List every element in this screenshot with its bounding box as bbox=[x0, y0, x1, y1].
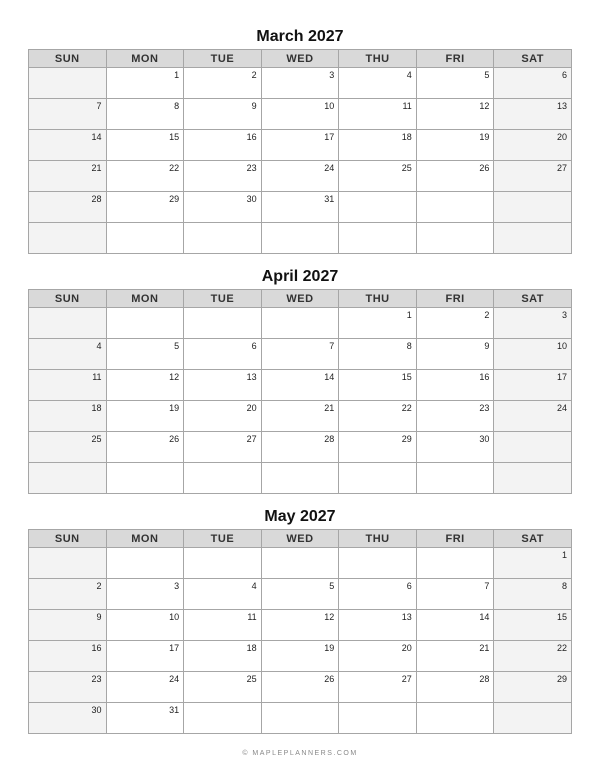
day-cell: 9 bbox=[416, 339, 494, 370]
day-cell bbox=[29, 223, 107, 254]
weekday-header: SUN bbox=[29, 530, 107, 548]
day-cell: 11 bbox=[29, 370, 107, 401]
day-cell: 6 bbox=[494, 68, 572, 99]
day-cell: 8 bbox=[494, 579, 572, 610]
day-cell: 30 bbox=[416, 432, 494, 463]
day-cell: 18 bbox=[339, 130, 417, 161]
week-row bbox=[29, 641, 572, 672]
day-cell: 25 bbox=[184, 672, 262, 703]
weekday-header: MON bbox=[106, 290, 184, 308]
weekday-header: SUN bbox=[29, 290, 107, 308]
day-cell: 24 bbox=[494, 401, 572, 432]
day-cell: 10 bbox=[261, 99, 339, 130]
day-cell: 1 bbox=[339, 308, 417, 339]
day-cell: 23 bbox=[416, 401, 494, 432]
day-cell bbox=[416, 548, 494, 579]
day-cell bbox=[184, 463, 262, 494]
day-cell: 12 bbox=[106, 370, 184, 401]
week-row bbox=[29, 192, 572, 223]
month-title: April 2027 bbox=[261, 268, 339, 285]
day-cell bbox=[29, 548, 107, 579]
day-cell bbox=[494, 703, 572, 734]
weekday-header: TUE bbox=[184, 50, 262, 68]
day-cell: 18 bbox=[184, 641, 262, 672]
day-cell: 25 bbox=[339, 161, 417, 192]
day-cell: 29 bbox=[106, 192, 184, 223]
weekday-header-row bbox=[29, 50, 572, 68]
day-cell: 23 bbox=[184, 161, 262, 192]
day-cell: 16 bbox=[416, 370, 494, 401]
day-cell: 4 bbox=[29, 339, 107, 370]
day-cell: 1 bbox=[494, 548, 572, 579]
day-cell bbox=[494, 223, 572, 254]
day-cell: 30 bbox=[184, 192, 262, 223]
day-cell: 18 bbox=[29, 401, 107, 432]
day-cell: 4 bbox=[184, 579, 262, 610]
day-cell bbox=[416, 703, 494, 734]
week-row bbox=[29, 308, 572, 339]
day-cell bbox=[339, 548, 417, 579]
day-cell: 2 bbox=[184, 68, 262, 99]
weekday-header: THU bbox=[339, 290, 417, 308]
day-cell: 31 bbox=[106, 703, 184, 734]
day-cell: 24 bbox=[261, 161, 339, 192]
week-row bbox=[29, 370, 572, 401]
day-cell bbox=[494, 192, 572, 223]
day-cell bbox=[106, 548, 184, 579]
weekday-header: TUE bbox=[184, 530, 262, 548]
day-cell bbox=[106, 308, 184, 339]
day-cell bbox=[261, 703, 339, 734]
day-cell: 2 bbox=[416, 308, 494, 339]
day-cell: 29 bbox=[494, 672, 572, 703]
day-cell: 26 bbox=[416, 161, 494, 192]
week-row bbox=[29, 223, 572, 254]
day-cell: 13 bbox=[184, 370, 262, 401]
day-cell: 13 bbox=[339, 610, 417, 641]
day-cell: 1 bbox=[106, 68, 184, 99]
day-cell: 10 bbox=[494, 339, 572, 370]
day-cell: 27 bbox=[184, 432, 262, 463]
day-cell: 3 bbox=[106, 579, 184, 610]
weekday-header: SAT bbox=[494, 290, 572, 308]
weekday-header: WED bbox=[261, 50, 339, 68]
day-cell bbox=[106, 223, 184, 254]
weekday-header: THU bbox=[339, 50, 417, 68]
day-cell bbox=[339, 192, 417, 223]
day-cell: 9 bbox=[184, 99, 262, 130]
day-cell: 2 bbox=[29, 579, 107, 610]
day-cell: 15 bbox=[494, 610, 572, 641]
calendar-grid bbox=[28, 289, 572, 494]
day-cell: 24 bbox=[106, 672, 184, 703]
day-cell: 19 bbox=[106, 401, 184, 432]
day-cell: 28 bbox=[261, 432, 339, 463]
day-cell: 28 bbox=[29, 192, 107, 223]
day-cell: 23 bbox=[29, 672, 107, 703]
month-calendar-april bbox=[28, 265, 572, 494]
day-cell: 16 bbox=[184, 130, 262, 161]
day-cell: 6 bbox=[184, 339, 262, 370]
week-row bbox=[29, 99, 572, 130]
day-cell bbox=[184, 703, 262, 734]
week-row bbox=[29, 579, 572, 610]
day-cell: 28 bbox=[416, 672, 494, 703]
week-row bbox=[29, 703, 572, 734]
day-cell: 19 bbox=[416, 130, 494, 161]
day-cell: 15 bbox=[106, 130, 184, 161]
day-cell: 14 bbox=[29, 130, 107, 161]
day-cell bbox=[339, 703, 417, 734]
day-cell bbox=[494, 432, 572, 463]
day-cell bbox=[184, 548, 262, 579]
day-cell: 16 bbox=[29, 641, 107, 672]
day-cell bbox=[184, 308, 262, 339]
day-cell: 14 bbox=[261, 370, 339, 401]
day-cell: 9 bbox=[29, 610, 107, 641]
day-cell bbox=[106, 463, 184, 494]
day-cell bbox=[29, 68, 107, 99]
weekday-header: MON bbox=[106, 50, 184, 68]
day-cell: 5 bbox=[106, 339, 184, 370]
day-cell: 3 bbox=[494, 308, 572, 339]
day-cell: 11 bbox=[339, 99, 417, 130]
day-cell bbox=[339, 223, 417, 254]
week-row bbox=[29, 401, 572, 432]
day-cell: 7 bbox=[416, 579, 494, 610]
weekday-header: THU bbox=[339, 530, 417, 548]
day-cell: 25 bbox=[29, 432, 107, 463]
month-title: May 2027 bbox=[264, 508, 336, 525]
day-cell: 20 bbox=[494, 130, 572, 161]
calendar-grid bbox=[28, 529, 572, 734]
weekday-header: MON bbox=[106, 530, 184, 548]
day-cell bbox=[184, 223, 262, 254]
day-cell: 4 bbox=[339, 68, 417, 99]
day-cell: 5 bbox=[416, 68, 494, 99]
day-cell: 5 bbox=[261, 579, 339, 610]
weekday-header: SAT bbox=[494, 50, 572, 68]
day-cell: 8 bbox=[339, 339, 417, 370]
day-cell bbox=[261, 223, 339, 254]
day-cell: 30 bbox=[29, 703, 107, 734]
day-cell: 20 bbox=[339, 641, 417, 672]
day-cell: 7 bbox=[261, 339, 339, 370]
calendar-grid bbox=[28, 49, 572, 254]
weekday-header: SAT bbox=[494, 530, 572, 548]
day-cell bbox=[261, 548, 339, 579]
day-cell: 7 bbox=[29, 99, 107, 130]
weekday-header-row bbox=[29, 530, 572, 548]
day-cell bbox=[339, 463, 417, 494]
month-calendar-march bbox=[28, 25, 572, 254]
day-cell: 17 bbox=[106, 641, 184, 672]
day-cell: 13 bbox=[494, 99, 572, 130]
weekday-header-row bbox=[29, 290, 572, 308]
week-row bbox=[29, 68, 572, 99]
day-cell: 11 bbox=[184, 610, 262, 641]
week-row bbox=[29, 463, 572, 494]
day-cell: 27 bbox=[339, 672, 417, 703]
day-cell: 31 bbox=[261, 192, 339, 223]
day-cell: 21 bbox=[29, 161, 107, 192]
weekday-header: FRI bbox=[416, 530, 494, 548]
day-cell bbox=[416, 223, 494, 254]
day-cell bbox=[494, 463, 572, 494]
day-cell: 22 bbox=[106, 161, 184, 192]
day-cell: 29 bbox=[339, 432, 417, 463]
day-cell bbox=[416, 192, 494, 223]
day-cell: 17 bbox=[494, 370, 572, 401]
day-cell: 6 bbox=[339, 579, 417, 610]
month-calendar-may bbox=[28, 505, 572, 734]
day-cell: 19 bbox=[261, 641, 339, 672]
weekday-header: SUN bbox=[29, 50, 107, 68]
week-row bbox=[29, 339, 572, 370]
weekday-header: WED bbox=[261, 530, 339, 548]
footer-credit: © MAPLEPLANNERS.COM bbox=[242, 750, 358, 757]
week-row bbox=[29, 130, 572, 161]
weekday-header: FRI bbox=[416, 50, 494, 68]
day-cell: 10 bbox=[106, 610, 184, 641]
week-row bbox=[29, 672, 572, 703]
weekday-header: TUE bbox=[184, 290, 262, 308]
day-cell: 22 bbox=[494, 641, 572, 672]
week-row bbox=[29, 548, 572, 579]
day-cell: 21 bbox=[261, 401, 339, 432]
day-cell: 26 bbox=[106, 432, 184, 463]
day-cell bbox=[416, 463, 494, 494]
day-cell: 8 bbox=[106, 99, 184, 130]
day-cell: 26 bbox=[261, 672, 339, 703]
day-cell bbox=[29, 463, 107, 494]
day-cell: 3 bbox=[261, 68, 339, 99]
weekday-header: FRI bbox=[416, 290, 494, 308]
week-row bbox=[29, 161, 572, 192]
day-cell bbox=[29, 308, 107, 339]
day-cell: 12 bbox=[416, 99, 494, 130]
day-cell: 15 bbox=[339, 370, 417, 401]
day-cell bbox=[261, 463, 339, 494]
week-row bbox=[29, 432, 572, 463]
week-row bbox=[29, 610, 572, 641]
day-cell: 22 bbox=[339, 401, 417, 432]
day-cell: 17 bbox=[261, 130, 339, 161]
day-cell: 21 bbox=[416, 641, 494, 672]
day-cell: 27 bbox=[494, 161, 572, 192]
day-cell: 14 bbox=[416, 610, 494, 641]
weekday-header: WED bbox=[261, 290, 339, 308]
day-cell bbox=[261, 308, 339, 339]
day-cell: 12 bbox=[261, 610, 339, 641]
month-title: March 2027 bbox=[256, 28, 344, 45]
day-cell: 20 bbox=[184, 401, 262, 432]
